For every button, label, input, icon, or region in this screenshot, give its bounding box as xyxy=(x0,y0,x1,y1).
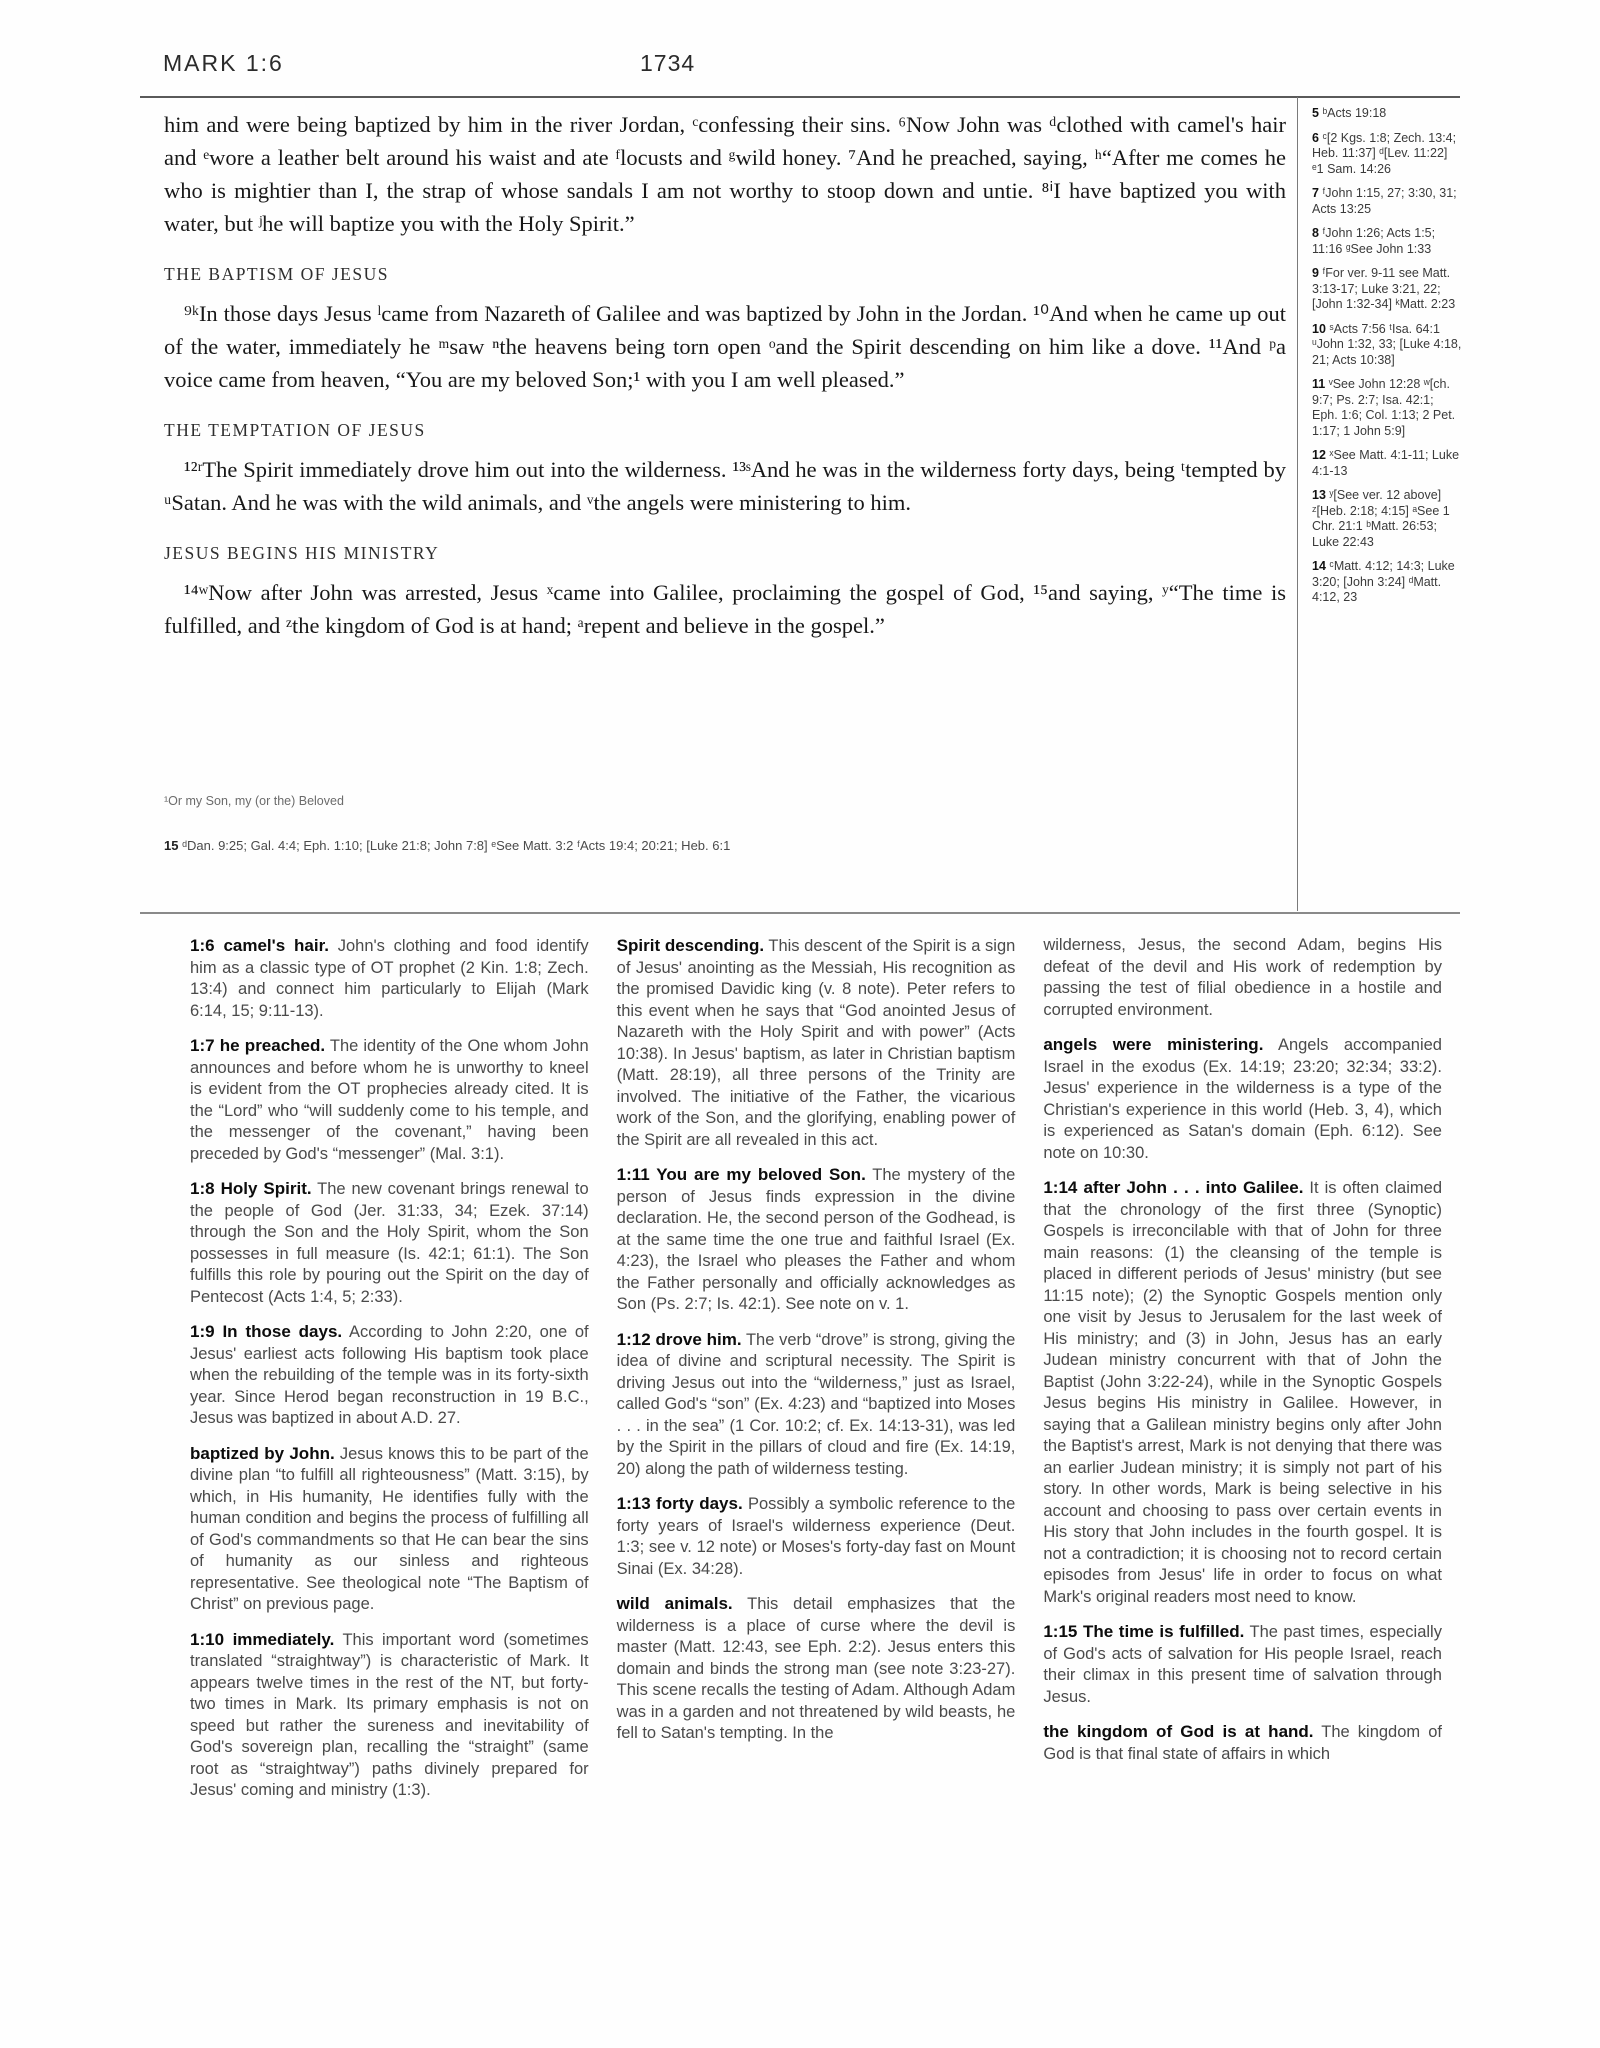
note-lead: 1:12 drove him. xyxy=(616,1329,742,1349)
margin-ref-verse: 5 xyxy=(1312,106,1319,120)
section-heading-temptation: THE TEMPTATION OF JESUS xyxy=(164,420,426,440)
study-notes-section xyxy=(190,935,1442,1815)
verse-paragraph: ⁹ᵏIn those days Jesus ˡcame from Nazareth of Galilee and was baptized by John in the Jordan. ¹⁰And when he came up out of the water, immediately he ᵐsaw ⁿthe heavens being torn open ᵒand the Spirit descending on him like a dove. ¹¹And ᵖa voice came from heaven, “You are my beloved Son;¹ with you I am well pleased.” xyxy=(164,301,1286,392)
study-note xyxy=(190,1629,589,1802)
study-note xyxy=(1043,1721,1442,1765)
note-lead: 1:13 forty days. xyxy=(616,1494,743,1513)
cross-reference-text: ᵈDan. 9:25; Gal. 4:4; Eph. 1:10; [Luke 21:8; John 7:8] ᵉSee Matt. 3:2 ᶠActs 19:4; 20:21; Heb. 6:1 xyxy=(182,838,731,853)
margin-ref-text: ᶜMatt. 4:12; 14:3; Luke 3:20; [John 3:24] ᵈMatt. 4:12, 23 xyxy=(1312,559,1455,604)
page-number: 1734 xyxy=(640,50,696,76)
note-lead: angels were ministering. xyxy=(1043,1035,1264,1054)
note-body: According to John 2:20, one of Jesus' earliest acts following His baptism took place when the rebuilding of the temple was in its forty-sixth year. Since Herod began reconstruction in 19 B.C., Jesus was baptized in about A.D. 27. xyxy=(190,1323,589,1427)
note-body: The identity of the One whom John announces and before whom he is unworthy to kneel is evident from the OT prophecies already cited. It is the “Lord” who “will suddenly come to his temple, and the messenger of the covenant,” having been preceded by God's “messenger” (Mal. 3:1). xyxy=(190,1037,589,1163)
margin-ref-verse: 13 xyxy=(1312,488,1326,502)
study-note xyxy=(1043,1034,1442,1164)
note-lead: Spirit descending. xyxy=(616,936,765,955)
study-note xyxy=(190,1443,589,1616)
note-body: The mystery of the person of Jesus finds expression in the divine declaration. He, the second person of the Godhead, is at the same time the one true and faithful Israel (Ex. 4:23), the Israel who pleases the Father and whom the Father personally and officially acknowledges as Son (Ps. 2:7; Is. 42:1). See note on v. 1. xyxy=(616,1166,1016,1313)
study-note xyxy=(617,1493,1016,1580)
margin-divider-rule xyxy=(1297,97,1298,911)
study-note xyxy=(1043,1177,1442,1608)
note-lead: 1:11 You are my beloved Son. xyxy=(616,1165,866,1184)
note-body: This descent of the Spirit is a sign of Jesus' anointing as the Messiah, His recognition as the promised Davidic king (v. 8 note). Peter refers to this event when he says that “God anointed Jesus of Nazareth with the Holy Spirit and with power” (Acts 10:38). In Jesus' baptism, as later in Christian baptism (Matt. 28:19), all three persons of the Trinity are involved. The initiative of the Father, the vicarious work of the Son, and the glorifying, enabling power of the Spirit are all revealed in this act. xyxy=(616,937,1016,1149)
section-heading-ministry: JESUS BEGINS HIS MINISTRY xyxy=(164,543,440,563)
margin-ref-item xyxy=(1312,186,1462,217)
header-rule xyxy=(140,96,1460,98)
margin-ref-verse: 14 xyxy=(1312,559,1326,573)
note-body: John's clothing and food identify him as a classic type of OT prophet (2 Kin. 1:8; Zech. 13:4) and connect him particularly to Elijah (Mark 6:14, 15; 9:11-13). xyxy=(190,937,589,1020)
margin-ref-text: ˢActs 7:56 ᵗIsa. 64:1 ᵘJohn 1:32, 33; [Luke 4:18, 21; Acts 10:38] xyxy=(1312,321,1462,367)
study-note xyxy=(190,1321,589,1430)
margin-ref-item xyxy=(1312,377,1462,439)
note-lead: 1:15 The time is fulfilled. xyxy=(1043,1622,1245,1641)
verse-paragraph: ¹²ʳThe Spirit immediately drove him out into the wilderness. ¹³ˢAnd he was in the wilderness forty days, being ᵗtempted by ᵘSatan. And he was with the wild animals, and ᵛthe angels were ministering to him. xyxy=(164,457,1286,515)
margin-ref-item xyxy=(1312,266,1462,313)
margin-ref-text: ᶠFor ver. 9-11 see Matt. 3:13-17; Luke 3:21, 22; [John 1:32-34] ᵏMatt. 2:23 xyxy=(1312,266,1456,311)
notes-divider-rule xyxy=(140,912,1460,914)
note-lead: the kingdom of God is at hand. xyxy=(1043,1722,1314,1741)
margin-ref-item xyxy=(1312,131,1462,178)
study-notes-column-2 xyxy=(617,935,1016,1815)
study-note xyxy=(190,1035,589,1165)
note-lead: 1:14 after John . . . into Galilee. xyxy=(1043,1178,1304,1197)
margin-ref-item xyxy=(1312,448,1462,479)
margin-ref-item xyxy=(1312,559,1462,606)
study-note xyxy=(617,1329,1016,1481)
study-note xyxy=(617,1593,1016,1745)
section-heading-baptism: THE BAPTISM OF JESUS xyxy=(164,264,389,284)
study-note xyxy=(617,935,1016,1151)
note-body: This important word (sometimes translated “straightway”) is characteristic of Mark. It appears twelve times in the rest of the NT, but forty-two times in Mark. Its primary emphasis is not on speed but rather the sureness and inevitability of God's sovereign plan, recalling the “straight” (same root as “straightway”) paths divinely prepared for Jesus' coming and ministry (1:3). xyxy=(190,1630,589,1799)
margin-ref-verse: 12 xyxy=(1312,448,1326,462)
margin-ref-verse: 6 xyxy=(1312,130,1319,145)
margin-ref-verse: 10 xyxy=(1312,321,1326,336)
margin-ref-verse: 7 xyxy=(1312,186,1319,200)
note-body: This detail emphasizes that the wilderness is a place of curse where the devil is master (Matt. 12:43, see Eph. 2:2). Jesus enters this domain and binds the strong man (see note 3:23-27). This scene recalls the testing of Adam. Although Adam was in a garden and not threatened by wild beasts, he fell to Satan's tempting. In the xyxy=(616,1595,1016,1742)
margin-cross-references-column xyxy=(1312,106,1462,615)
verse-paragraph: him and were being baptized by him in the river Jordan, ᶜconfessing their sins. ⁶Now John was ᵈclothed with camel's hair and ᵉwore a leather belt around his waist and ate ᶠlocusts and ᵍwild honey. ⁷And he preached, saying, ʰ“After me comes he who is mightier than I, the strap of whose sandals I am not worthy to stoop down and untie. ⁸ⁱI have baptized you with water, but ʲhe will baptize you with the Holy Spirit.” xyxy=(164,112,1286,236)
note-body: The verb “drove” is strong, giving the idea of divine and scriptural necessity. The Spirit is driving Jesus out into the “wilderness,” just as Israel, called God's “son” (Ex. 4:23) and “baptized into Moses . . . in the sea” (1 Cor. 10:2; cf. Ex. 14:13-31), was led by the Spirit in the pillars of cloud and fire (Ex. 14:19, 20) along the path of wilderness testing. xyxy=(616,1330,1016,1478)
study-notes-column-3 xyxy=(1043,935,1442,1815)
scripture-column xyxy=(164,108,1286,853)
note-body: The past times, especially of God's acts of salvation for His people Israel, reach their climax in this present time of salvation through Jesus. xyxy=(1043,1623,1442,1706)
note-body: Jesus knows this to be part of the divine plan “to fulfill all righteousness” (Matt. 3:15), by which, in His humanity, He identifies fully with the human condition and begins the process of fulfilling all of God's commandments so that He can bear the sins of humanity as our sinless and righteous representative. See theological note “The Baptism of Christ” on previous page. xyxy=(190,1444,589,1613)
margin-ref-text: ᶠJohn 1:15, 27; 3:30, 31; Acts 13:25 xyxy=(1312,186,1457,216)
note-body: It is often claimed that the chronology of the first three (Synoptic) Gospels is irreconcilable with that of John for three main reasons: (1) the cleansing of the temple is placed in different periods of Jesus' ministry (but see 11:15 note); (2) the Synoptic Gospels mention only one visit by Jesus to Jerusalem for the last week of His ministry; and (3) in John, Jesus has an early Judean ministry concurrent with that of John the Baptist (John 3:22-24), while in the Synoptic Gospels Jesus begins His ministry in Galilee. However, in saying that a Galilean ministry begins only after John the Baptist's arrest, Mark is not denying that there was an earlier Judean ministry; it is simply not part of his story. In other words, Mark is being selective in his account and choosing to pass over certain events in His story that John includes in the fourth gospel. It is not a contradiction; it is choosing not to record certain episodes from Jesus' life in order to focus on what Mark's original readers most need to know. xyxy=(1043,1179,1442,1606)
study-notes-column-1 xyxy=(190,935,589,1815)
margin-ref-text: ᶜ[2 Kgs. 1:8; Zech. 13:4; Heb. 11:37] ᵈ[Lev. 11:22] ᵉ1 Sam. 14:26 xyxy=(1312,130,1457,176)
running-head-verse-ref: MARK 1:6 xyxy=(163,50,284,76)
note-lead: 1:9 In those days. xyxy=(190,1322,343,1341)
note-lead: baptized by John. xyxy=(190,1443,335,1463)
margin-ref-item xyxy=(1312,106,1462,122)
verse-paragraph: ¹⁴ʷNow after John was arrested, Jesus ˣcame into Galilee, proclaiming the gospel of God, ¹⁵and saying, ʸ“The time is fulfilled, and ᶻthe kingdom of God is at hand; ᵃrepent and believe in the gospel.” xyxy=(164,580,1286,638)
margin-ref-text: ᵇActs 19:18 xyxy=(1322,106,1387,120)
study-note xyxy=(190,935,589,1022)
translation-footnote: ¹Or my Son, my (or the) Beloved xyxy=(164,794,344,808)
margin-ref-item xyxy=(1312,488,1462,550)
note-body: Possibly a symbolic reference to the forty years of Israel's wilderness experience (Deut. 1:3; see v. 12 note) or Moses's forty-day fast on Mount Sinai (Ex. 34:28). xyxy=(616,1495,1016,1578)
margin-ref-item xyxy=(1312,322,1462,369)
study-note xyxy=(190,1178,589,1308)
margin-ref-text: ᶠJohn 1:26; Acts 1:5; 11:16 ᵍSee John 1:33 xyxy=(1312,226,1436,256)
note-lead: 1:6 camel's hair. xyxy=(190,936,329,955)
note-body: Angels accompanied Israel in the exodus (Ex. 14:19; 23:20; 32:34; 33:2). Jesus' experience in the wilderness is a type of the Christian's experience in this world (Heb. 3, 4), which is experienced as Satan's domain (Eph. 6:12). See note on 10:30. xyxy=(1043,1036,1442,1162)
note-lead: wild animals. xyxy=(616,1594,733,1613)
study-note xyxy=(1043,1621,1442,1708)
margin-ref-verse: 11 xyxy=(1312,377,1326,391)
margin-ref-verse: 9 xyxy=(1312,266,1319,280)
margin-ref-text: ˣSee Matt. 4:1-11; Luke 4:1-13 xyxy=(1312,448,1460,478)
note-lead: 1:7 he preached. xyxy=(190,1036,326,1055)
note-body: The new covenant brings renewal to the people of God (Jer. 31:33, 34; Ezek. 37:14) through the Son and the Holy Spirit, whom the Son possesses in full measure (Is. 42:1; 61:1). The Son fulfills this role by pouring out the Spirit on the day of Pentecost (Acts 1:4, 5; 2:33). xyxy=(190,1180,589,1306)
margin-ref-text: ᵛSee John 12:28 ʷ[ch. 9:7; Ps. 2:7; Isa. 42:1; Eph. 1:6; Col. 1:13; 2 Pet. 1:17; 1 John 5:9] xyxy=(1312,377,1456,438)
margin-ref-text: ʸ[See ver. 12 above] ᶻ[Heb. 2:18; 4:15] ᵃSee 1 Chr. 21:1 ᵇMatt. 26:53; Luke 22:43 xyxy=(1312,488,1450,549)
margin-ref-item xyxy=(1312,226,1462,257)
note-body: wilderness, Jesus, the second Adam, begins His defeat of the devil and His work of redemption by passing the test of filial obedience in a hostile and corrupted environment. xyxy=(1043,936,1442,1019)
note-body: The kingdom of God is that final state of affairs in which xyxy=(1043,1723,1442,1763)
note-lead: 1:8 Holy Spirit. xyxy=(190,1179,312,1198)
note-lead: 1:10 immediately. xyxy=(190,1629,335,1649)
margin-ref-verse: 8 xyxy=(1312,226,1319,240)
study-note xyxy=(617,1164,1016,1316)
study-note-continuation xyxy=(1043,935,1442,1021)
cross-reference-verse-number: 15 xyxy=(164,838,179,853)
cross-reference-line xyxy=(164,838,1286,853)
